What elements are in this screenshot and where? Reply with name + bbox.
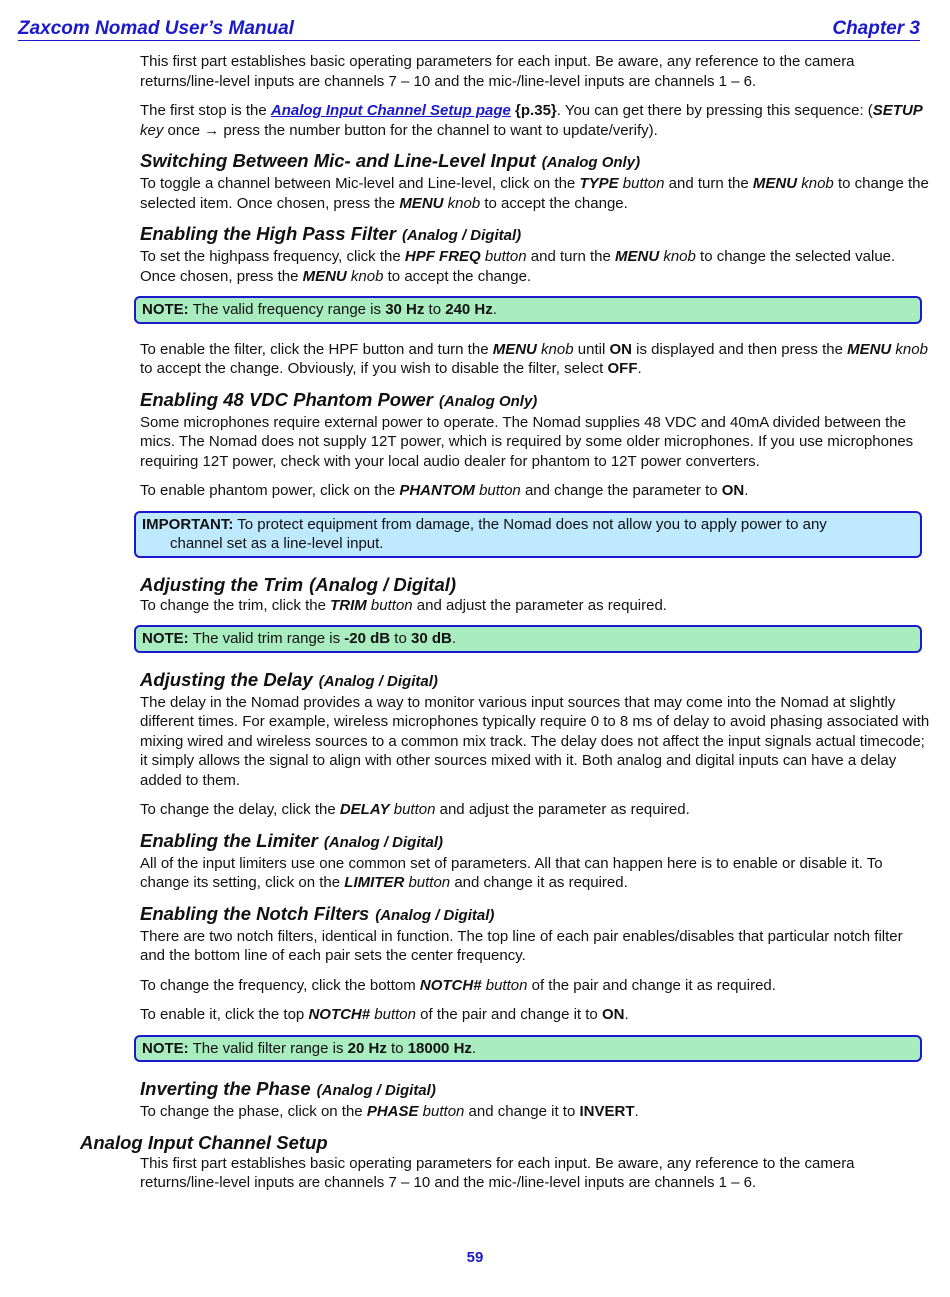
section-heading <box>140 1078 930 1102</box>
text: knob <box>346 267 384 285</box>
section-body <box>140 854 930 893</box>
text: button <box>404 874 451 891</box>
value: 240 Hz <box>445 301 493 318</box>
note-label: NOTE: <box>142 1039 189 1057</box>
text: button <box>480 248 527 265</box>
text: to <box>390 630 411 647</box>
text: To set the highpass frequency, click the <box>140 248 405 265</box>
text: knob <box>536 340 574 358</box>
limiter-button-ref: LIMITER <box>344 874 405 891</box>
text: and adjust the parameter as required. <box>412 596 667 614</box>
navigation-paragraph <box>140 101 930 140</box>
section-body: Some microphones require external power to operate. The Nomad supplies 48 VDC and 40mA divided between the mics. The Nomad does not supply 12T power, which is required by some older microphones. If you use microphones requiring 12T power, check with your local audio dealer for phantom to 12T power converters. <box>140 413 914 470</box>
text: To change the delay, click the <box>140 801 340 818</box>
text: The first stop is the <box>140 102 271 119</box>
text: . <box>492 301 497 318</box>
section-qualifier: (Analog / Digital) <box>309 573 457 595</box>
note-label: NOTE: <box>142 630 189 647</box>
important-box <box>134 511 922 558</box>
section-title: Adjusting the Trim <box>140 573 304 595</box>
chapter-label: Chapter 3 <box>832 18 920 39</box>
section-qualifier: (Analog Only) <box>541 154 641 171</box>
setup-key: SETUP <box>872 102 923 119</box>
note-box <box>134 296 922 324</box>
section-body <box>140 596 930 616</box>
text: button <box>618 175 665 192</box>
text: To change the phase, click on the <box>140 1103 367 1120</box>
text: To change the frequency, click the bottom <box>140 976 420 994</box>
intro-paragraph: This first part establishes basic operating parameters for each input. Be aware, any reference to the camera returns/line-level inputs are channels 7 – 10 and the mic-/line-level inputs are channels 1 – 6. <box>140 53 855 90</box>
note-box <box>134 625 922 653</box>
section-heading <box>140 574 930 596</box>
text: once → press the number button for the channel to want to update/verify). <box>163 121 658 139</box>
setup-page-link[interactable]: Analog Input Channel Setup page <box>270 102 511 119</box>
text: To enable it, click the top <box>140 1006 309 1023</box>
section-body: There are two notch filters, identical in function. The top line of each pair enables/disables that particular notch filter and the bottom line of each pair sets the center frequency. <box>140 927 903 964</box>
menu-knob-ref: MENU <box>752 175 798 192</box>
text: . You can get there by pressing this sequence: ( <box>556 102 873 119</box>
section-heading <box>140 389 930 413</box>
value: ON <box>601 1006 625 1023</box>
value: OFF <box>607 360 638 377</box>
section-heading <box>140 830 930 854</box>
page-content <box>80 52 930 1203</box>
text: . <box>451 630 457 647</box>
section-title: Inverting the Phase <box>140 1078 311 1099</box>
section-title: Enabling the High Pass Filter <box>140 223 396 244</box>
text: of the pair and change it to <box>415 1006 602 1023</box>
text: until <box>573 340 610 358</box>
text: . <box>637 360 642 377</box>
section-heading <box>140 223 930 247</box>
text: The valid filter range is <box>188 1039 348 1057</box>
page-header <box>18 18 920 41</box>
text: and change it to <box>464 1103 580 1120</box>
hpf-freq-button-ref: HPF FREQ <box>404 248 481 265</box>
section-body <box>140 976 930 996</box>
notch-button-ref: NOTCH# <box>419 976 482 994</box>
section-heading <box>140 150 930 174</box>
section-title: Enabling the Notch Filters <box>140 902 370 924</box>
trim-button-ref: TRIM <box>330 596 367 614</box>
page-number: 59 <box>466 1249 484 1266</box>
delay-button-ref: DELAY <box>339 801 390 818</box>
value: 30 Hz <box>385 301 425 318</box>
text: and change it as required. <box>450 874 628 891</box>
text: and adjust the parameter as required. <box>435 801 690 818</box>
text: to accept the change. Obviously, if you wish to disable the filter, select <box>140 360 608 377</box>
section-title: Adjusting the Delay <box>140 668 313 690</box>
text: button <box>474 482 521 499</box>
section-heading <box>140 903 930 927</box>
text: button <box>389 801 436 818</box>
value: -20 dB <box>344 630 391 647</box>
text: knob <box>659 248 696 265</box>
menu-knob-ref: MENU <box>302 267 347 285</box>
closing-paragraph: This first part establishes basic operating parameters for each input. Be aware, any reference to the camera returns/line-level inputs are channels 7 – 10 and the mic-/line-level inputs are channels 1 – 6. <box>140 1154 855 1191</box>
value: ON <box>609 340 632 358</box>
text: button <box>370 1006 416 1023</box>
text: key <box>140 121 164 139</box>
section-body <box>140 800 930 820</box>
section-body: The delay in the Nomad provides a way to monitor various input sources that may come into the Nomad at slightly different times. For example, wireless microphones typically require 0 to 8 ms of delay to avoid phasing associated with mixing wired and wireless sources to a common mix track. The delay does not affect the input signals actual timecode; it simply allows the signal to align with other sources mixed with it. Both analog and digital inputs can have a delay added to them. <box>140 693 930 789</box>
section-title: Enabling 48 VDC Phantom Power <box>140 388 433 410</box>
text: to accept the change. <box>480 194 628 212</box>
text: knob <box>443 194 481 212</box>
filter-enable-paragraph <box>140 340 930 379</box>
section-body <box>140 174 930 213</box>
page-ref: {p.35} <box>510 102 557 119</box>
section-title: Switching Between Mic- and Line-Level Input <box>140 150 536 171</box>
menu-knob-ref: MENU <box>399 194 444 212</box>
text: and turn the <box>526 248 615 265</box>
text: button <box>366 596 413 614</box>
text: button <box>481 976 528 994</box>
text: To change the trim, click the <box>140 596 331 614</box>
section-body <box>140 481 930 501</box>
text: and change the parameter to <box>520 482 722 499</box>
text: . <box>634 1103 639 1120</box>
notch-button-ref: NOTCH# <box>308 1006 371 1023</box>
main-heading: Analog Input Channel Setup <box>80 1131 328 1153</box>
text: All of the input limiters use one common set of parameters. All that can happen here is to enable or disable it. To change its setting, click on the <box>140 854 883 891</box>
section-body <box>140 1102 930 1122</box>
value: INVERT <box>579 1103 635 1120</box>
value: 20 Hz <box>347 1039 387 1057</box>
note-label: NOTE: <box>142 301 189 318</box>
value: 30 dB <box>411 630 452 647</box>
text: to accept the change. <box>383 267 532 285</box>
menu-knob-ref: MENU <box>615 248 660 265</box>
text: The valid frequency range is <box>188 301 386 318</box>
note-box <box>134 1035 922 1063</box>
section-qualifier: (Analog / Digital) <box>401 227 522 244</box>
manual-title: Zaxcom Nomad User’s Manual <box>18 18 294 39</box>
type-button-ref: TYPE <box>579 175 619 192</box>
menu-knob-ref: MENU <box>847 340 892 358</box>
section-qualifier: (Analog Only) <box>438 392 538 410</box>
text: channel set as a line-level input. <box>170 535 384 552</box>
section-title: Enabling the Limiter <box>140 829 318 851</box>
important-label: IMPORTANT: <box>142 515 234 533</box>
text: to change the selected value. Once chosen, press the <box>140 248 896 285</box>
value: ON <box>721 482 745 499</box>
section-qualifier: (Analog / Digital) <box>318 672 438 690</box>
text: knob <box>797 175 834 192</box>
text: of the pair and change it as required. <box>527 976 776 994</box>
text: To enable the filter, click the HPF button and turn the <box>140 340 493 358</box>
text: and turn the <box>664 175 753 192</box>
text: is displayed and then press the <box>631 340 848 358</box>
text: to <box>386 1039 408 1057</box>
phantom-button-ref: PHANTOM <box>399 482 475 499</box>
section-qualifier: (Analog / Digital) <box>375 906 495 924</box>
text: button <box>418 1103 465 1120</box>
text: to change the selected item. Once chosen, press the <box>140 175 929 212</box>
section-qualifier: (Analog / Digital) <box>323 833 443 851</box>
menu-knob-ref: MENU <box>492 340 537 358</box>
text: knob <box>891 340 928 358</box>
section-body <box>140 1005 930 1025</box>
section-body <box>140 247 930 286</box>
text: . <box>471 1039 477 1057</box>
text: The valid trim range is <box>188 630 345 647</box>
phase-button-ref: PHASE <box>366 1103 419 1120</box>
text: To protect equipment from damage, the Nomad does not allow you to apply power to any <box>233 515 827 533</box>
section-heading <box>140 669 930 693</box>
text: . <box>624 1006 629 1023</box>
section-qualifier: (Analog / Digital) <box>316 1082 436 1099</box>
text: to <box>424 301 446 318</box>
value: 18000 Hz <box>407 1039 472 1057</box>
text: . <box>744 482 749 499</box>
text: To toggle a channel between Mic-level and Line-level, click on the <box>140 175 580 192</box>
text: To enable phantom power, click on the <box>140 482 400 499</box>
